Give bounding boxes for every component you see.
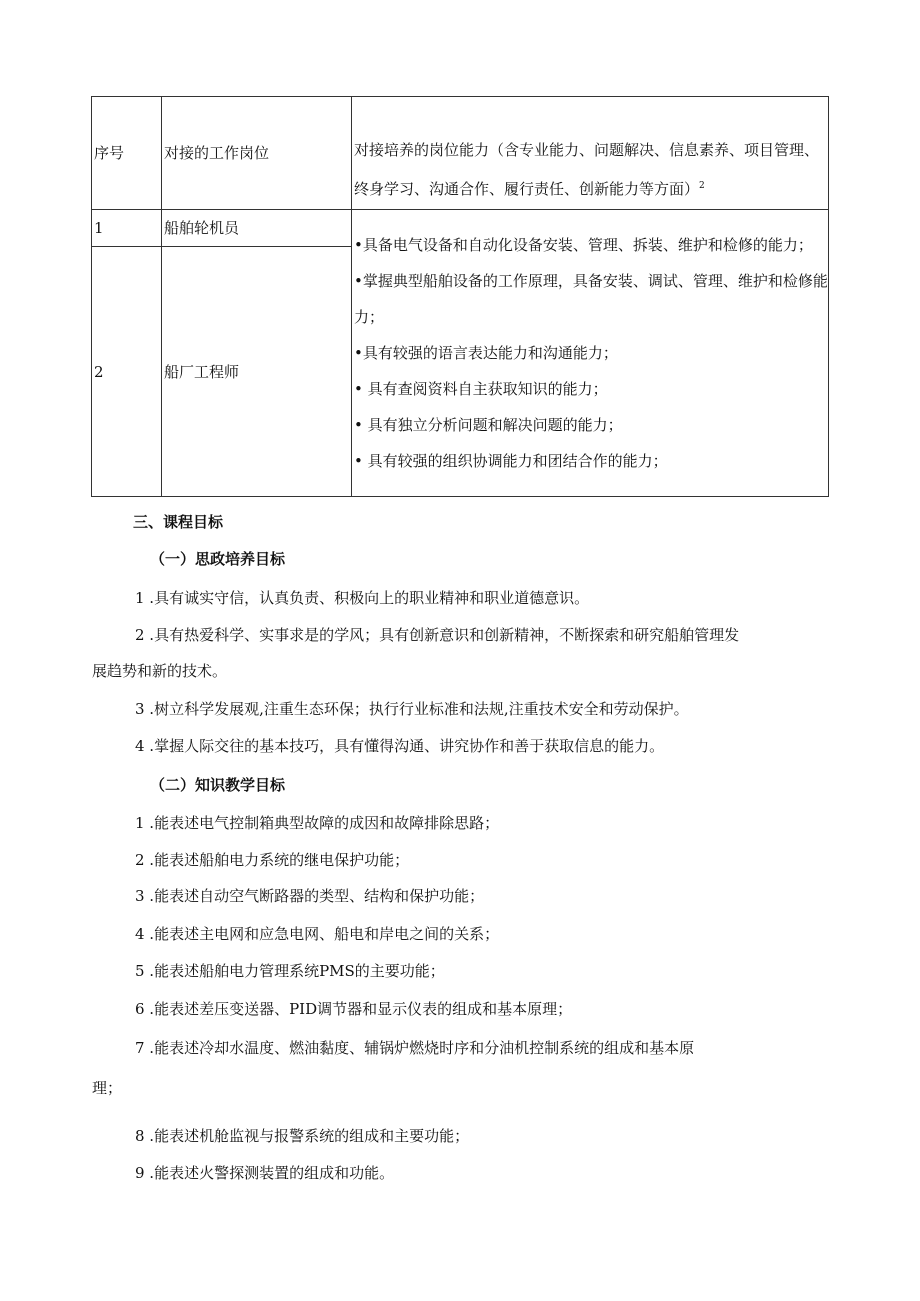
goal-item: 2 .能表述船舶电力系统的继电保护功能； bbox=[135, 851, 410, 869]
row-job: 船厂工程师 bbox=[162, 247, 352, 497]
goal-item: 4 .掌握人际交往的基本技巧，具有懂得沟通、讲究协作和善于获取信息的能力。 bbox=[135, 737, 665, 755]
header-ability bbox=[352, 97, 829, 210]
job-ability-table bbox=[91, 96, 829, 497]
ability-item: • 具有较强的组织协调能力和团结合作的能力； bbox=[354, 452, 668, 470]
goal-item: 7 .能表述冷却水温度、燃油黏度、辅锅炉燃烧时序和分油机控制系统的组成和基本原 bbox=[135, 1039, 695, 1057]
goal-item: 1 .能表述电气控制箱典型故障的成因和故障排除思路； bbox=[135, 814, 500, 832]
header-job: 对接的工作岗位 bbox=[162, 97, 352, 210]
goal-item: 5 .能表述船舶电力管理系统PMS的主要功能； bbox=[135, 962, 445, 980]
goal-item: 1 .具有诚实守信，认真负责、积极向上的职业精神和职业道德意识。 bbox=[135, 589, 590, 607]
subsection-title: （一）思政培养目标 bbox=[150, 550, 286, 568]
section-title: 三、课程目标 bbox=[133, 513, 224, 531]
goal-item: 9 .能表述火警探测装置的组成和功能。 bbox=[135, 1164, 395, 1182]
goal-item: 6 .能表述差压变送器、PID调节器和显示仪表的组成和基本原理； bbox=[135, 1000, 573, 1018]
subsection-title: （二）知识教学目标 bbox=[150, 776, 286, 794]
ability-item: • 具有独立分析问题和解决问题的能力； bbox=[354, 416, 623, 434]
header-ability-text: 对接培养的岗位能力（含专业能力、问题解决、信息素养、项目管理、终身学习、沟通合作、履行责任、创新能力等方面） bbox=[354, 141, 820, 198]
header-no: 序号 bbox=[92, 97, 162, 210]
goal-item: 3 .树立科学发展观,注重生态环保；执行行业标准和法规,注重技术安全和劳动保护。 bbox=[135, 700, 689, 718]
goal-item: 4 .能表述主电网和应急电网、船电和岸电之间的关系； bbox=[135, 925, 500, 943]
ability-item: •具有较强的语言表达能力和沟通能力； bbox=[354, 344, 618, 362]
ability-item: •具备电气设备和自动化设备安装、管理、拆装、维护和检修的能力； bbox=[354, 236, 813, 254]
ability-item: • 具有查阅资料自主获取知识的能力； bbox=[354, 380, 608, 398]
table-header-row bbox=[92, 97, 829, 210]
goal-item: 3 .能表述自动空气断路器的类型、结构和保护功能； bbox=[135, 887, 485, 905]
row-job: 船舶轮机员 bbox=[162, 210, 352, 247]
goal-item-continued: 理； bbox=[92, 1079, 123, 1097]
goal-item-continued: 展趋势和新的技术。 bbox=[92, 662, 228, 680]
ability-cell bbox=[352, 210, 829, 497]
ability-item: •掌握典型船舶设备的工作原理，具备安装、调试、管理、维护和检修能力； bbox=[354, 272, 828, 326]
goal-item: 2 .具有热爱科学、实事求是的学风；具有创新意识和创新精神，不断探索和研究船舶管理发 bbox=[135, 626, 740, 644]
row-no: 2 bbox=[92, 247, 162, 497]
footnote-marker: 2 bbox=[699, 181, 705, 191]
goal-item: 8 .能表述机舱监视与报警系统的组成和主要功能； bbox=[135, 1127, 470, 1145]
table-row bbox=[92, 210, 829, 247]
row-no: 1 bbox=[92, 210, 162, 247]
